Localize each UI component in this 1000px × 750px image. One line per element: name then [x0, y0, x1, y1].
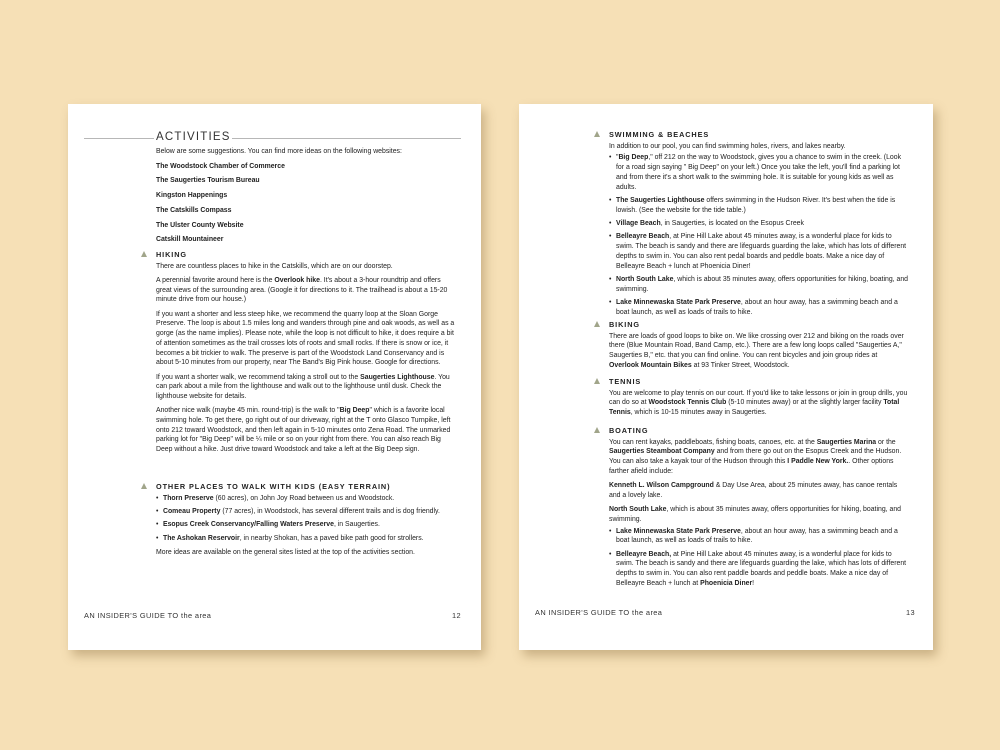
boating-place-description: , about an hour away, has a swimming beach and a boat launch, as well as loads of trails to hike.	[616, 527, 898, 545]
walk-place-name: The Ashokan Reservoir	[163, 534, 240, 542]
walks-section	[156, 482, 456, 562]
boating-north-south-paragraph: North South Lake, which is about 35 minutes away, offers opportunities for hiking, boating, and swimming.	[609, 506, 901, 523]
left-page	[68, 104, 481, 650]
swimming-list-item	[616, 219, 909, 229]
walks-list	[163, 494, 456, 544]
swimming-intro: In addition to our pool, you can find swimming holes, rivers, and lakes nearby.	[609, 142, 846, 150]
walks-heading: OTHER PLACES TO WALK WITH KIDS (EASY TERRAIN)	[156, 482, 456, 492]
swimming-list	[616, 153, 909, 317]
boating-place-description: at Pine Hill Lake about 45 minutes away, is a wonderful place for kids to swim. The beach is sandy and there are lifeguards guarding the lake, which has lots of different depths to swim in. You can also rent paddle boards and peddle boats. Make a nice day of Belleayre Beach + lunch at	[616, 550, 907, 587]
swimming-place-description: offers swimming in the Hudson River. It's best when the tide is lowish. (See the website for the tide table.)	[616, 196, 896, 214]
swimming-place-name: Big Deep	[618, 154, 649, 162]
hiking-intro: There are countless places to hike in the Catskills, which are on our doorstep.	[156, 262, 393, 270]
tennis-section	[609, 377, 909, 422]
swimming-list-item	[616, 153, 909, 192]
triangle-bullet-icon	[594, 321, 600, 327]
boating-place-tail: !	[752, 579, 755, 587]
boating-heading: BOATING	[609, 426, 909, 436]
swimming-list-item	[616, 232, 909, 271]
title-rule-right	[232, 138, 461, 139]
hiking-heading: HIKING	[156, 250, 456, 260]
walk-place-description: , in nearby Shokan, has a paved bike path good for strollers.	[239, 534, 424, 542]
swimming-place-name: The Saugerties Lighthouse	[616, 196, 705, 204]
triangle-bullet-icon	[141, 483, 147, 489]
swimming-place-description: , about an hour away, has a swimming beach and a boat launch, as well as loads of trails to hike.	[616, 298, 898, 316]
boating-rentals-paragraph: You can rent kayaks, paddleboats, fishing boats, canoes, etc. at the Saugerties Marina or the Saugerties Steamboat Company and from there go out on the Esopus Creek and the Hudson. You can also take a kayak tour of the Hudson through this I Paddle New York.. Other options farther afield include:	[609, 438, 902, 475]
activities-intro: Below are some suggestions. You can find more ideas on the following websites:	[156, 148, 402, 155]
swimming-list-item	[616, 196, 909, 215]
boating-list-item	[616, 550, 909, 589]
website-item: The Ulster County Website	[156, 221, 244, 229]
walk-place-name: Comeau Property	[163, 508, 221, 516]
walk-place-description: (60 acres), on John Joy Road between us and Woodstock.	[213, 494, 395, 502]
swimming-place-description: , which is about 35 minutes away, offers opportunities for hiking, boating, and swimming.	[616, 275, 908, 293]
website-item: The Catskills Compass	[156, 206, 232, 214]
hiking-section	[156, 250, 456, 459]
swimming-place-description: , at Pine Hill Lake about 45 minutes away, is a wonderful place for kids to swim. The beach is sandy and there are lifeguards guarding the lake, which has lots of different depths to swim in. You can also rent pedal boards and peddle boats. Make a nice day of Belleayre Beach + lunch at Phoenicia Diner!	[616, 233, 907, 270]
swimming-prefix: "	[616, 154, 619, 162]
triangle-bullet-icon	[141, 251, 147, 257]
boating-list-item	[616, 527, 909, 546]
triangle-bullet-icon	[594, 131, 600, 137]
hiking-overlook-paragraph: A perennial favorite around here is the Overlook hike. It's about a 3-hour roundtrip and offers great views of the surrounding area. (Google it for directions to it. The trailhead is about a 15-20 minute drive from our house.)	[156, 277, 448, 304]
boating-campground-paragraph: Kenneth L. Wilson Campground & Day Use Area, about 25 minutes away, has canoe rentals and a lovely lake.	[609, 482, 898, 499]
swimming-place-description: , in Saugerties, is located on the Esopus Creek	[660, 220, 804, 227]
walk-place-name: Esopus Creek Conservancy/Falling Waters Preserve	[163, 521, 334, 529]
swimming-place-name: Lake Minnewaska State Park Preserve	[616, 298, 741, 306]
swimming-list-item	[616, 275, 909, 294]
walk-place-description: (77 acres), in Woodstock, has several different trails and is dog friendly.	[220, 508, 440, 516]
page-title: ACTIVITIES	[156, 131, 231, 143]
hiking-sloan-gorge-paragraph: If you want a shorter and less steep hike, we recommend the quarry loop at the Sloan Gorge Preserve. The loop is about 1.5 miles long and wanders through pine and oak woods, as well as a gorge (as the name implies). Please note, while the loop is not difficult to hike, it does require a bit of attention sometimes as the trail crosses lots of roots and small rocks. If there is snow or ice, it becomes a bit trickier to walk. The preserve is part of the Woodstock Land Conservancy and is about 5-10 minutes from our property, near The Band's Big Pink house. Google for directions.	[156, 310, 455, 367]
hiking-big-deep-paragraph: Another nice walk (maybe 45 min. round-trip) is the walk to "Big Deep" which is a favorite local swimming hole. To get there, go right out of our driveway, right at the T onto Glasco Turnpike, left onto 212 toward Woodstock, and then left again in 5-10 minutes onto Zena Road. The unmarked parking lot for "Big Deep" will be ¼ mile or so on your right from there. You can also reach Big Deep without a hike. Just drive toward Woodstock and take a left at the Big Deep sign.	[156, 407, 451, 454]
swimming-list-item	[616, 298, 909, 317]
boating-list	[616, 527, 909, 589]
boating-section	[609, 426, 909, 592]
swimming-section	[609, 130, 909, 321]
website-list	[156, 162, 462, 245]
right-page	[519, 104, 933, 650]
hiking-lighthouse-paragraph: If you want a shorter walk, we recommend taking a stroll out to the Saugerties Lighthouse. You can park about a mile from the lighthouse and walk out to the lighthouse until dusk. Check the lighthouse website for details.	[156, 373, 450, 400]
triangle-bullet-icon	[594, 427, 600, 433]
walk-list-item	[163, 494, 456, 504]
biking-section	[609, 320, 909, 375]
website-item: Catskill Mountaineer	[156, 236, 224, 244]
tennis-heading: TENNIS	[609, 377, 909, 387]
walk-place-name: Thorn Preserve	[163, 494, 214, 502]
page-number: 13	[906, 608, 916, 617]
walks-outro: More ideas are available on the general sites listed at the top of the activities section.	[156, 548, 415, 556]
activities-intro-block	[156, 147, 462, 250]
boating-place-name: Belleayre Beach,	[616, 550, 672, 558]
walk-list-item	[163, 534, 456, 544]
swimming-place-name: North South Lake	[616, 275, 674, 283]
swimming-place-name: Village Beach	[616, 220, 661, 227]
activities-title-row	[84, 131, 461, 147]
boating-place-name: Lake Minnewaska State Park Preserve	[616, 527, 741, 535]
tennis-text: You are welcome to play tennis on our court. If you'd like to take lessons or join in group drills, you can do so at Woodstock Tennis Club (5-10 minutes away) or at the slightly larger facility Total Tennis, which is 10-15 minutes away in Saugerties.	[609, 389, 908, 417]
walk-list-item	[163, 520, 456, 530]
swimming-heading: SWIMMING & BEACHES	[609, 130, 909, 140]
walk-list-item	[163, 507, 456, 517]
title-rule-left	[84, 138, 154, 139]
page-number: 12	[452, 611, 462, 620]
page-footer: AN INSIDER'S GUIDE TO the area	[535, 608, 663, 617]
boating-place-name-2: Phoenicia Diner	[700, 579, 753, 587]
triangle-bullet-icon	[594, 378, 600, 384]
biking-heading: BIKING	[609, 320, 909, 330]
swimming-place-description: ," off 212 on the way to Woodstock, gives you a chance to swim in the creek. (Look for a road sign saying " Big Deep" on your left.) Once you take the left, you'll find a parking lot and from there it's a short walk to the swimming hole. It is suitable for young kids as well as adults.	[616, 154, 902, 191]
page-footer: AN INSIDER'S GUIDE TO the area	[84, 611, 212, 620]
website-item: The Saugerties Tourism Bureau	[156, 177, 260, 185]
website-item: The Woodstock Chamber of Commerce	[156, 162, 285, 170]
walk-place-description: , in Saugerties.	[333, 521, 380, 529]
website-item: Kingston Happenings	[156, 192, 228, 200]
biking-text: There are loads of good loops to bike on. We like crossing over 212 and biking on the roads over there (Blue Mountain Road, Band Camp, etc.). There are a few long loops called "Saugerties A," Saugerties B," etc. that you can find online. You can rent bicycles and join group rides at Overlook Mountain Bikes at 93 Tinker Street, Woodstock.	[609, 332, 904, 369]
swimming-place-name: Belleayre Beach	[616, 233, 670, 241]
